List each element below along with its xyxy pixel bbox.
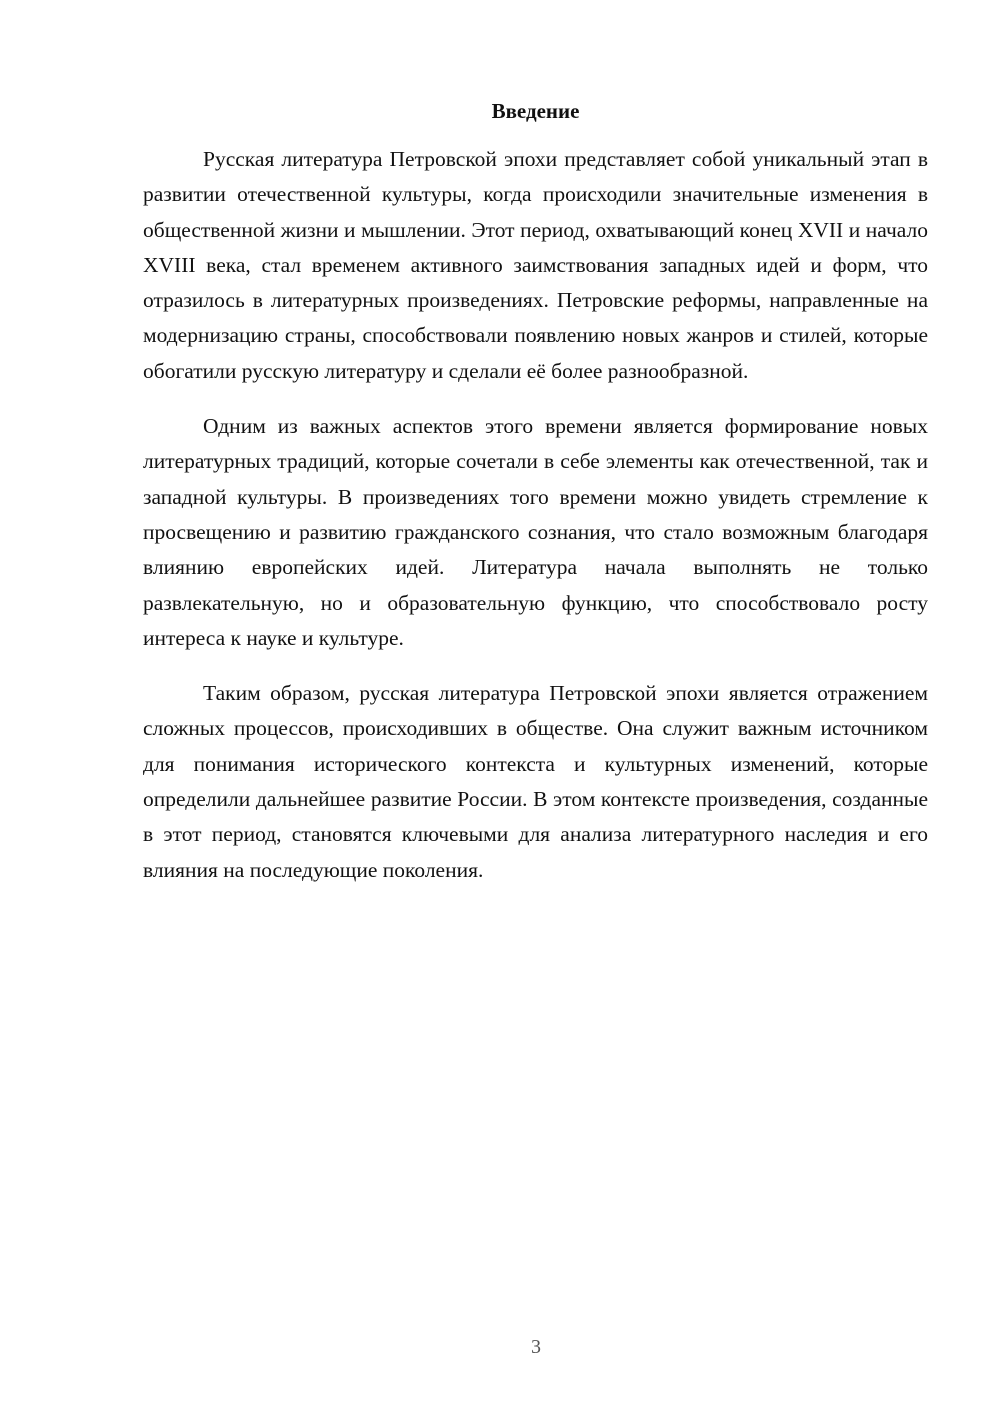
paragraph-1: Русская литература Петровской эпохи представляет собой уникальный этап в развитии отечественной культуры, когда происходили значительные изменения в общественной жизни и мышлении. Этот период, охватывающий конец XVII и начало XVIII века, стал временем активного заимствования западных идей и форм, что отразилось в литературных произведениях. Петровские реформы, направленные на модернизацию страны, способствовали появлению новых жанров и стилей, которые обогатили русскую литературу и сделали её более разнообразной. (143, 147, 928, 383)
section-heading: Введение (491, 99, 580, 123)
page-number: 3 (531, 1336, 541, 1358)
body-text (143, 142, 928, 908)
paragraph-2: Одним из важных аспектов этого времени является формирование новых литературных традиций, которые сочетали в себе элементы как отечественной, так и западной культуры. В произведениях того времени можно увидеть стремление к просвещению и развитию гражданского сознания, что стало возможным благодаря влиянию европейских идей. Литература начала выполнять не только развлекательную, но и образовательную функцию, что способствовало росту интереса к науке и культуре. (143, 414, 928, 650)
paragraph-3: Таким образом, русская литература Петровской эпохи является отражением сложных процессов, происходивших в обществе. Она служит важным источником для понимания исторического контекста и культурных изменений, которые определили дальнейшее развитие России. В этом контексте произведения, созданные в этот период, становятся ключевыми для анализа литературного наследия и его влияния на последующие поколения. (143, 681, 928, 882)
